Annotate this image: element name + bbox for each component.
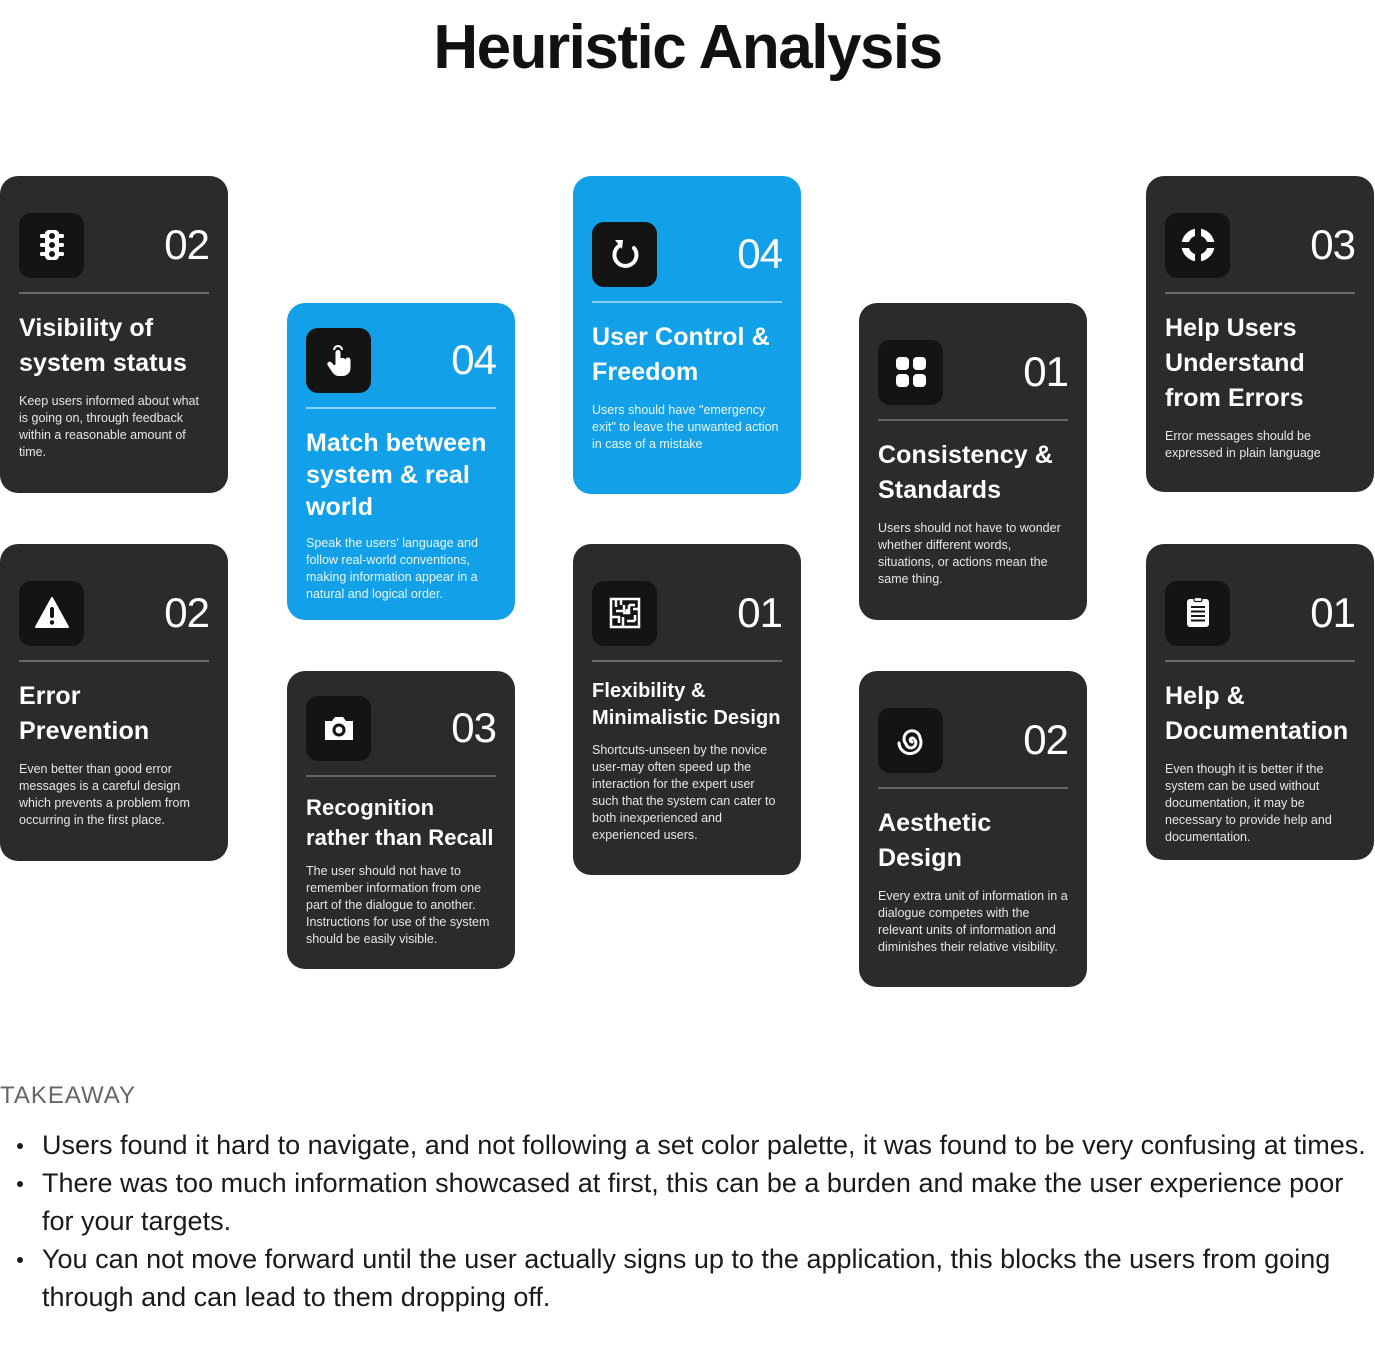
card-title: Help Users Understand from Errors xyxy=(1165,314,1305,412)
warning-icon xyxy=(19,581,84,646)
document-icon xyxy=(1165,581,1230,646)
grid-icon xyxy=(878,340,943,405)
heuristic-card-error-prevention xyxy=(0,544,228,861)
heuristic-card-aesthetic xyxy=(859,671,1087,987)
card-number: 01 xyxy=(737,589,782,636)
card-description: Even better than good error messages is a careful design which prevents a problem from occurring in the first place. xyxy=(19,762,190,827)
card-number: 01 xyxy=(1023,348,1068,395)
card-description: Keep users informed about what is going on, through feedback within a reasonable amount of time. xyxy=(19,394,199,459)
card-description: Even though it is better if the system can be used without documentation, it may be necessary to provide help and documentation. xyxy=(1165,762,1332,844)
card-number: 04 xyxy=(451,336,496,383)
card-divider xyxy=(306,775,496,777)
card-description: Users should not have to wonder whether different words, situations, or actions mean the same thing. xyxy=(878,521,1061,586)
card-title: Consistency & Standards xyxy=(878,441,1053,504)
lifebuoy-icon xyxy=(1165,213,1230,278)
takeaway-item: There was too much information showcased at first, this can be a burden and make the user experience poor for your targets. xyxy=(0,1164,1375,1240)
maze-icon xyxy=(592,581,657,646)
card-description: The user should not have to remember information from one part of the dialogue to another. Instructions for use of the system should be easily visible. xyxy=(306,864,490,946)
card-title: Flexibility & Minimalistic Design xyxy=(592,680,781,729)
card-number: 01 xyxy=(1310,589,1355,636)
card-number: 04 xyxy=(737,230,782,277)
heuristic-card-match-real-world xyxy=(287,303,515,620)
card-divider xyxy=(592,301,782,303)
card-divider xyxy=(878,787,1068,789)
card-description: Speak the users' language and follow real-world conventions, making information appear in a natural and logical order. xyxy=(306,536,478,601)
takeaway-label: TAKEAWAY xyxy=(0,1082,137,1109)
heuristic-card-documentation xyxy=(1146,544,1374,860)
card-title: Recognition rather than Recall xyxy=(306,795,494,850)
card-title: Help & Documentation xyxy=(1165,682,1349,745)
undo-icon xyxy=(592,222,657,287)
card-number: 02 xyxy=(164,221,209,268)
card-description: Every extra unit of information in a dialogue competes with the relevant units of information and diminishes their relative visibility. xyxy=(878,889,1068,954)
card-divider xyxy=(306,407,496,409)
takeaway-item: You can not move forward until the user actually signs up to the application, this blocks the users from going through and can lead to them dropping off. xyxy=(0,1240,1375,1316)
card-divider xyxy=(1165,660,1355,662)
spiral-icon xyxy=(878,708,943,773)
card-number: 02 xyxy=(164,589,209,636)
card-description: Users should have "emergency exit" to leave the unwanted action in case of a mistake xyxy=(592,403,779,451)
card-divider xyxy=(1165,292,1355,294)
card-number: 03 xyxy=(1310,221,1355,268)
card-number: 03 xyxy=(451,704,496,751)
card-title: Match between system & real world xyxy=(306,429,487,521)
page-title: Heuristic Analysis xyxy=(433,13,942,82)
heuristic-card-help-errors xyxy=(1146,176,1374,492)
card-title: Error Prevention xyxy=(19,682,150,745)
tap-hand-icon xyxy=(306,328,371,393)
takeaway-list xyxy=(0,1126,1375,1316)
card-divider xyxy=(19,292,209,294)
card-title: Aesthetic Design xyxy=(878,809,992,872)
heuristic-card-consistency xyxy=(859,303,1087,620)
heuristic-card-visibility xyxy=(0,176,228,493)
camera-icon xyxy=(306,696,371,761)
card-title: Visibility of system status xyxy=(19,314,188,377)
card-description: Shortcuts-unseen by the novice user-may often speed up the interaction for the expert user such that the system can cater to both inexperienced and experienced users. xyxy=(592,743,776,842)
card-divider xyxy=(592,660,782,662)
card-title: User Control & Freedom xyxy=(592,323,770,386)
heuristic-card-recognition xyxy=(287,671,515,969)
traffic-light-icon xyxy=(19,213,84,278)
takeaway-item: Users found it hard to navigate, and not following a set color palette, it was found to be very confusing at times. xyxy=(0,1126,1375,1164)
card-number: 02 xyxy=(1023,716,1068,763)
card-divider xyxy=(19,660,209,662)
card-divider xyxy=(878,419,1068,421)
heuristic-card-flexibility xyxy=(573,544,801,875)
card-description: Error messages should be expressed in plain language xyxy=(1165,429,1321,460)
heuristic-card-user-control xyxy=(573,176,801,494)
